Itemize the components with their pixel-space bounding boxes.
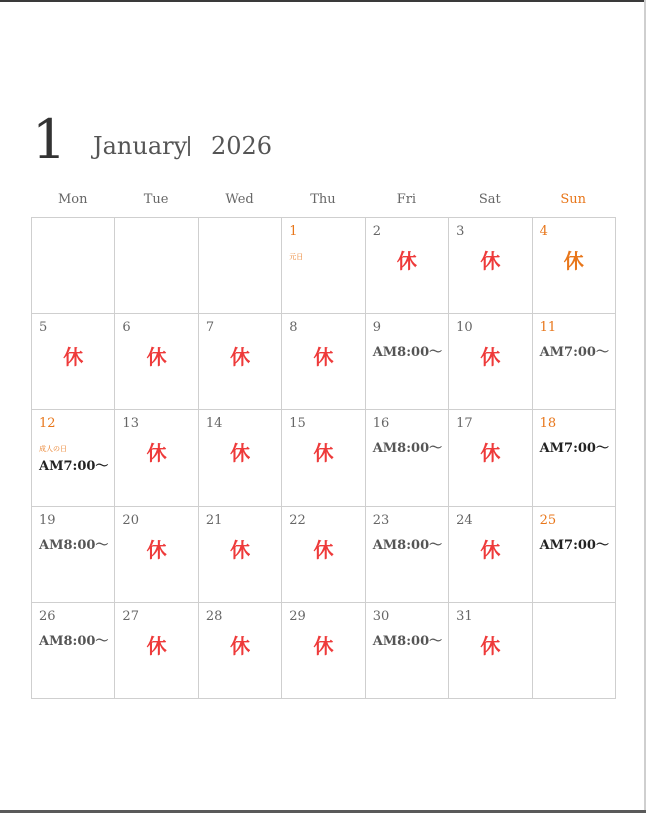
closed-mark: 休 <box>63 345 84 370</box>
calendar-cell <box>282 218 365 314</box>
day-number: 14 <box>205 416 223 432</box>
day-number: 30 <box>372 608 390 624</box>
calendar-cell <box>199 314 282 410</box>
day-number: 13 <box>122 416 139 432</box>
calendar-cell <box>199 218 282 314</box>
day-number: 26 <box>39 608 56 624</box>
day-number: 9 <box>372 320 381 336</box>
closed-mark: 休 <box>480 537 501 562</box>
closed-mark: 休 <box>396 249 417 273</box>
closed-mark: 休 <box>146 441 167 466</box>
calendar-cell <box>282 410 365 506</box>
opening-hours: AM7:00〜 <box>539 441 609 457</box>
calendar-cell <box>366 410 449 506</box>
calendar-cell <box>115 603 198 699</box>
closed-mark: 休 <box>230 345 251 370</box>
day-number: 1 <box>289 224 298 239</box>
calendar-cell <box>449 410 532 506</box>
day-number: 15 <box>289 416 306 432</box>
opening-hours: AM7:00〜 <box>539 537 609 553</box>
closed-mark: 休 <box>563 249 584 273</box>
day-number: 12 <box>39 416 56 432</box>
weekday-wed: Wed <box>225 192 254 207</box>
day-number: 20 <box>122 512 139 528</box>
calendar-cell <box>366 218 449 314</box>
calendar-grid <box>31 217 616 699</box>
calendar-cell <box>115 410 198 506</box>
calendar-cell <box>449 218 532 314</box>
closed-mark: 休 <box>313 345 334 370</box>
day-number: 8 <box>289 320 298 336</box>
opening-hours: AM8:00〜 <box>372 537 443 553</box>
holiday-name: 元日 <box>289 253 304 261</box>
opening-hours: AM8:00〜 <box>39 537 109 553</box>
calendar-cell <box>115 314 198 410</box>
calendar-cell <box>533 507 616 603</box>
opening-hours: AM8:00〜 <box>372 633 443 649</box>
top-border <box>0 0 646 2</box>
day-number: 2 <box>372 224 381 239</box>
day-number: 18 <box>539 416 557 432</box>
calendar-cell <box>282 603 365 699</box>
month-name: January <box>93 132 188 160</box>
weekday-sat: Sat <box>478 192 501 207</box>
day-number: 7 <box>205 320 215 336</box>
calendar-cell <box>32 218 115 314</box>
year: 2026 <box>211 132 273 160</box>
holiday-name: 成人の日 <box>39 445 67 454</box>
month-number: 1 <box>32 108 67 171</box>
weekday-tue: Tue <box>143 192 169 207</box>
calendar-cell <box>366 603 449 699</box>
calendar-cell <box>115 507 198 603</box>
closed-mark: 休 <box>313 633 334 658</box>
weekday-header <box>31 192 615 212</box>
calendar-cell <box>449 603 532 699</box>
day-number: 25 <box>539 512 557 528</box>
closed-mark: 休 <box>230 441 251 466</box>
day-number: 31 <box>456 608 473 624</box>
calendar-cell <box>32 507 115 603</box>
calendar-cell <box>533 410 616 506</box>
closed-mark: 休 <box>480 441 501 466</box>
weekday-fri: Fri <box>396 192 417 207</box>
day-number: 11 <box>539 320 557 336</box>
weekday-sun: Sun <box>560 192 587 207</box>
day-number: 24 <box>456 512 473 528</box>
opening-hours: AM8:00〜 <box>372 345 443 361</box>
day-number: 16 <box>372 416 390 432</box>
calendar-cell <box>366 507 449 603</box>
closed-mark: 休 <box>480 633 501 658</box>
closed-mark: 休 <box>313 537 334 562</box>
calendar-cell <box>533 218 616 314</box>
calendar-cell <box>282 507 365 603</box>
calendar-cell <box>282 314 365 410</box>
opening-hours: AM7:00〜 <box>39 459 109 475</box>
opening-hours: AM7:00〜 <box>539 345 609 361</box>
closed-mark: 休 <box>146 633 167 658</box>
weekday-thu: Thu <box>310 192 336 207</box>
day-number: 22 <box>289 512 306 528</box>
closed-mark: 休 <box>313 441 334 466</box>
day-number: 23 <box>372 512 390 528</box>
calendar-cell <box>32 410 115 506</box>
calendar-cell <box>366 314 449 410</box>
calendar-cell <box>32 603 115 699</box>
day-number: 27 <box>122 608 139 624</box>
day-number: 19 <box>39 512 56 528</box>
calendar-cell <box>449 507 532 603</box>
opening-hours: AM8:00〜 <box>372 441 443 457</box>
day-number: 29 <box>289 608 306 624</box>
day-number: 10 <box>456 320 473 336</box>
calendar-cell <box>199 507 282 603</box>
closed-mark: 休 <box>230 633 251 658</box>
closed-mark: 休 <box>230 537 251 562</box>
calendar-cell <box>449 314 532 410</box>
closed-mark: 休 <box>146 345 167 370</box>
weekday-mon: Mon <box>57 192 88 207</box>
calendar-cell <box>199 410 282 506</box>
closed-mark: 休 <box>480 249 501 273</box>
calendar-cell <box>533 314 616 410</box>
day-number: 6 <box>122 320 131 336</box>
day-number: 5 <box>39 320 48 336</box>
day-number: 4 <box>539 224 548 239</box>
closed-mark: 休 <box>480 345 501 370</box>
day-number: 28 <box>205 608 223 624</box>
day-number: 17 <box>456 416 473 432</box>
calendar-cell <box>199 603 282 699</box>
day-number: 21 <box>205 512 223 528</box>
opening-hours: AM8:00〜 <box>39 633 109 649</box>
calendar-cell <box>115 218 198 314</box>
day-number: 3 <box>456 224 465 239</box>
calendar-cell <box>32 314 115 410</box>
closed-mark: 休 <box>146 537 167 562</box>
calendar-cell <box>533 603 616 699</box>
title-separator <box>188 136 190 156</box>
